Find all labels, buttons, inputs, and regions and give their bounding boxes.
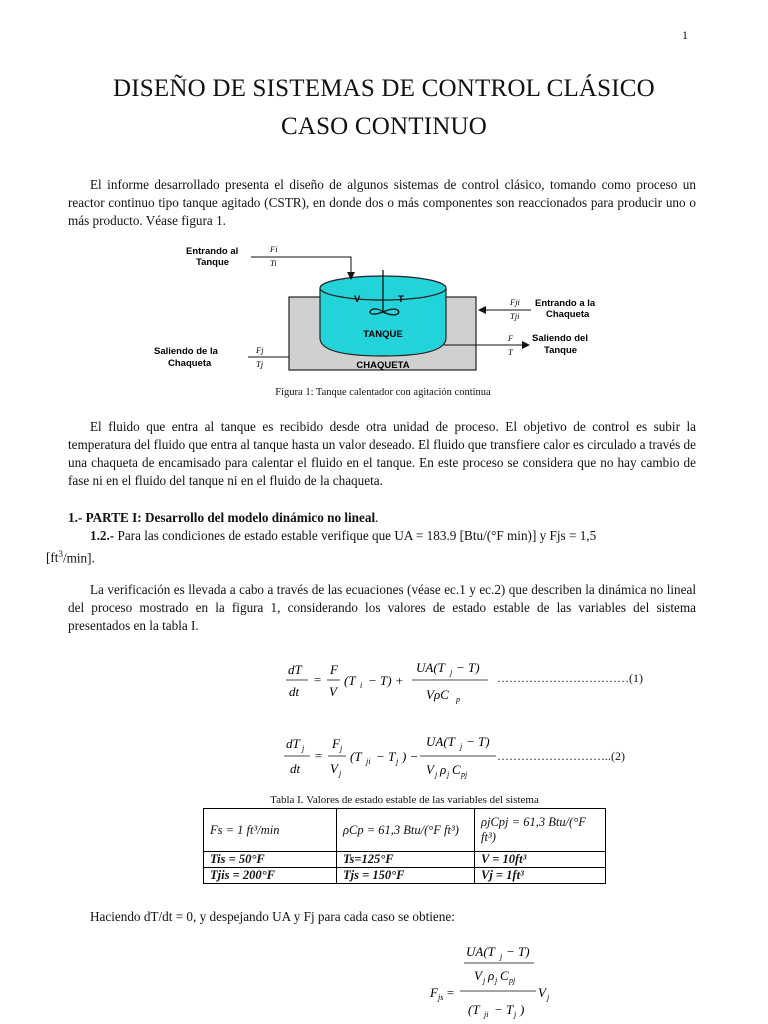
table-cell: Tjis = 200°F <box>204 868 337 884</box>
svg-text:ρ: ρ <box>488 968 495 983</box>
item-paragraph <box>46 527 696 567</box>
svg-text:F: F <box>430 985 438 1000</box>
jacket-outlet-flow-symbol: Fj <box>256 345 264 355</box>
svg-text:F: F <box>332 736 340 751</box>
section-heading-line: 1.- PARTE I: Desarrollo del modelo dinámico no lineal. <box>68 510 379 525</box>
svg-text:− T) +: − T) + <box>368 673 404 688</box>
svg-text:j: j <box>339 769 342 778</box>
item-number: 1.2.- <box>90 528 115 543</box>
svg-text:): ) <box>520 1002 525 1017</box>
table-cell: Ts=125°F <box>337 852 475 868</box>
equation-2-number: ………………………..(2) <box>497 749 625 763</box>
svg-text:dt: dt <box>290 761 301 776</box>
svg-text:UA(T: UA(T <box>466 944 495 959</box>
page-number: 1 <box>682 28 688 42</box>
figure-caption: Figura 1: Tanque calentador con agitación continua <box>275 387 491 398</box>
item-units-exp: 3 <box>58 549 63 559</box>
svg-text:p: p <box>456 695 460 704</box>
svg-text:− T): − T) <box>456 660 480 675</box>
tank-outlet-arrow-icon <box>522 341 530 349</box>
solution-paragraph: Haciendo dT/dt = 0, y despejando UA y Fj para cada caso se obtiene: <box>90 909 455 924</box>
tank-inlet-line <box>251 257 351 276</box>
tank-inlet-label-2: Tanque <box>196 257 230 268</box>
jacket-inlet-temp-symbol: Tji <box>510 311 520 321</box>
svg-text:j: j <box>302 744 305 753</box>
tank-t-label: T <box>398 294 404 305</box>
tank-label: TANQUE <box>363 329 403 340</box>
intro-paragraph: El informe desarrollado presenta el diseño de algunos sistemas de control clásico, tomando como proceso un reactor continuo tipo tanque agitado (CSTR), en donde dos o más componentes son reaccionados para producir uno o más producto. Véase figura 1. <box>68 177 696 228</box>
svg-text:j: j <box>450 668 453 677</box>
svg-text:j: j <box>495 976 498 985</box>
svg-text:UA(T: UA(T <box>416 660 445 675</box>
svg-text:pj: pj <box>461 770 468 779</box>
svg-text:− T: − T <box>376 749 396 764</box>
svg-text:dT: dT <box>286 736 300 751</box>
equation-2 <box>280 730 510 784</box>
svg-text:(T: (T <box>344 673 356 688</box>
page-title-line2: CASO CONTINUO <box>280 113 488 140</box>
table-cell: ρjCpj = 61,3 Btu/(°F ft³) <box>475 809 606 852</box>
table-row <box>204 868 606 884</box>
table-cell: Vj = 1ft³ <box>475 868 606 884</box>
svg-text:− T: − T <box>494 1002 514 1017</box>
tank-outlet-temp-symbol: T <box>508 347 513 357</box>
tank-outlet-flow-symbol: F <box>508 333 514 343</box>
jacket-outlet-label-1: Saliendo de la <box>154 346 218 357</box>
tank-inlet-temp-symbol: Ti <box>270 258 277 268</box>
jacket-outlet-temp-symbol: Tj <box>256 359 264 369</box>
table-cell: V = 10ft³ <box>475 852 606 868</box>
item-text: Para las condiciones de estado estable verifique que UA = 183.9 [Btu/(°F min)] y Fjs = 1,5 <box>114 528 597 543</box>
jacket-inlet-label-2: Chaqueta <box>546 309 590 320</box>
tank-outlet-label-2: Tanque <box>544 345 578 356</box>
svg-text:V: V <box>426 762 434 777</box>
svg-text:dt: dt <box>289 684 300 699</box>
svg-text:dT: dT <box>288 662 302 677</box>
svg-text:pj: pj <box>509 976 516 985</box>
table-row <box>204 809 606 852</box>
equation-1 <box>280 656 510 708</box>
svg-text:V: V <box>474 968 482 983</box>
svg-text:− T): − T) <box>466 734 490 749</box>
svg-text:C: C <box>452 762 461 777</box>
table-cell: Tjs = 150°F <box>337 868 475 884</box>
jacket-inlet-label-1: Entrando a la <box>535 298 596 309</box>
svg-text:j: j <box>447 770 450 779</box>
jacket-outlet-label-2: Chaqueta <box>168 358 212 369</box>
svg-text:UA(T: UA(T <box>426 734 455 749</box>
svg-text:V: V <box>330 761 338 776</box>
tank-inlet-flow-symbol: Fi <box>270 244 278 254</box>
process-paragraph: El fluido que entra al tanque es recibido desde otra unidad de proceso. El objetivo de control es subir la temperatura del fluido que entra al tanque hasta un valor deseado. El fluido que transfiere calor es circulado a través de una chaqueta de encamisado para calentar el fluido en el tanque. En este proceso se considera que no hay cambio de fase ni en el fluido del tanque ni en el fluido de la chaqueta. <box>68 419 696 488</box>
svg-text:j: j <box>514 1010 517 1019</box>
svg-text:=: = <box>314 748 323 763</box>
section-heading: 1.- PARTE I: Desarrollo del modelo dinámico no lineal <box>68 510 376 525</box>
svg-text:js: js <box>438 993 444 1002</box>
table-cell: Tis = 50°F <box>204 852 337 868</box>
svg-text:VρC: VρC <box>426 687 449 702</box>
svg-text:F: F <box>330 662 338 677</box>
svg-text:j: j <box>483 976 486 985</box>
svg-text:j: j <box>396 757 399 766</box>
steady-state-table <box>203 808 606 884</box>
svg-text:=: = <box>446 985 455 1000</box>
jacket-inlet-arrow-icon <box>478 306 486 314</box>
table-cell: ρCp = 61,3 Btu/(°F ft³) <box>337 809 475 852</box>
tank-outlet-label-1: Saliendo del <box>532 333 588 344</box>
svg-text:− T): − T) <box>506 944 530 959</box>
svg-text:j: j <box>547 993 550 1002</box>
table-caption: Tabla I. Valores de estado estable de las variables del sistema <box>270 794 539 806</box>
svg-text:ρ: ρ <box>440 762 447 777</box>
jacket-label: CHAQUETA <box>356 360 410 371</box>
jacket-inlet-flow-symbol: Fji <box>510 297 520 307</box>
item-units-open: [ft <box>46 550 59 566</box>
svg-text:) −: ) − <box>402 749 419 764</box>
svg-text:i: i <box>360 681 363 690</box>
item-units-close: /min]. <box>62 550 95 566</box>
tank-inlet-label-1: Entrando al <box>186 246 239 257</box>
svg-text:(T: (T <box>350 749 362 764</box>
svg-text:ji: ji <box>484 1010 489 1019</box>
svg-text:j: j <box>340 744 343 753</box>
svg-text:(T: (T <box>468 1002 480 1017</box>
table-cell: Fs = 1 ft³/min <box>204 809 337 852</box>
equation-3 <box>420 938 570 1022</box>
svg-text:j: j <box>460 742 463 751</box>
verification-paragraph: La verificación es llevada a cabo a través de las ecuaciones (véase ec.1 y ec.2) que describen la dinámica no lineal del proceso mostrado en la figura 1, considerando los valores de estado estable de las variables del sistema presentados en la tabla I. <box>68 582 696 633</box>
svg-text:C: C <box>500 968 509 983</box>
svg-text:ji: ji <box>366 757 371 766</box>
page-title-line1: DISEÑO DE SISTEMAS DE CONTROL CLÁSICO <box>113 75 655 102</box>
svg-text:j: j <box>500 952 503 961</box>
svg-text:V: V <box>538 985 546 1000</box>
table-row <box>204 852 606 868</box>
tank-diagram <box>148 240 618 378</box>
equation-1-number: ……………………………(1) <box>497 671 643 685</box>
tank-v-label: V <box>354 294 361 305</box>
svg-text:V: V <box>329 684 337 699</box>
svg-text:j: j <box>435 770 438 779</box>
svg-text:=: = <box>313 672 322 687</box>
